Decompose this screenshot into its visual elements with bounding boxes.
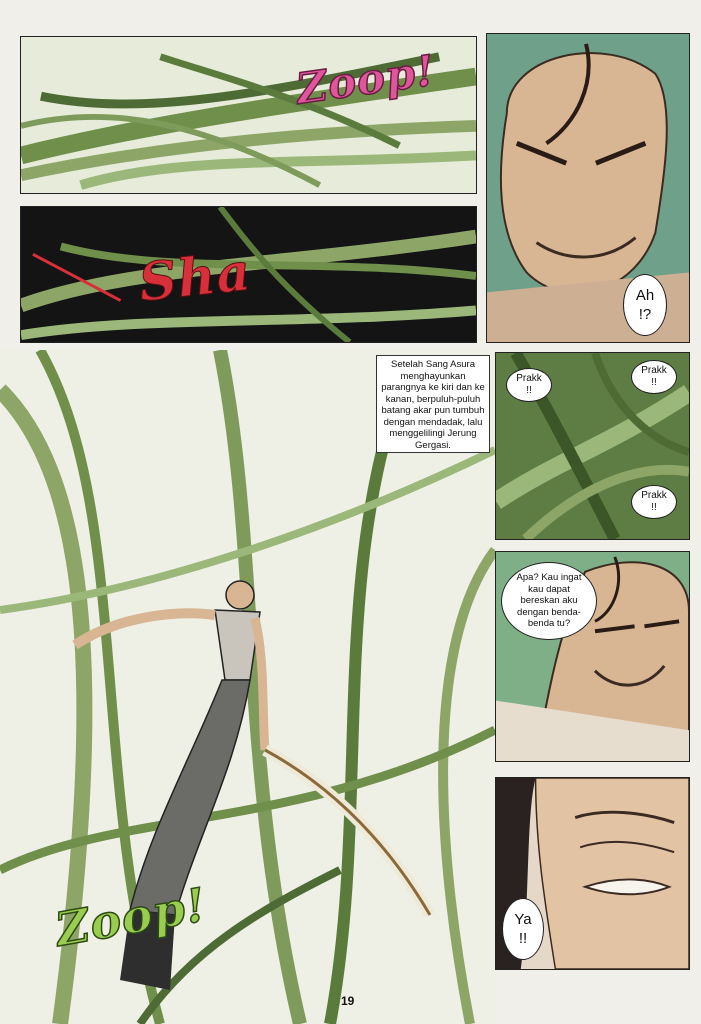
page-number: 19: [341, 994, 355, 1008]
panel-3: [486, 33, 690, 343]
panel-1: [20, 36, 477, 194]
prakk-text-1: Prakk !!: [516, 373, 542, 396]
speech-bubble-ya: [502, 898, 544, 960]
speech-text: Apa? Kau ingat kau dapat bereskan aku dengan benda-benda tu?: [516, 572, 582, 630]
panel-5: [495, 352, 690, 540]
speech-bubble-ah: [623, 274, 667, 336]
speech-bubble-apa: [501, 562, 597, 640]
sfx-prakk-1: [506, 368, 552, 402]
speech-text: Ya !!: [514, 911, 532, 947]
panel-6: [495, 551, 690, 762]
prakk-text-2: Prakk !!: [641, 365, 667, 388]
panel-4: [0, 350, 495, 1024]
sfx-prakk-2: [631, 360, 677, 394]
panel-7: [495, 777, 690, 970]
sfx-prakk-3: [631, 485, 677, 519]
sfx-zoop-top: Zoop!: [293, 45, 439, 114]
sfx-zoop-bottom: Zoop!: [51, 877, 211, 957]
prakk-text-3: Prakk !!: [641, 490, 667, 513]
panel-2: [20, 206, 477, 343]
sfx-sha: Sha: [136, 241, 254, 314]
narration-caption: Setelah Sang Asura menghayunkan parangnya ke kiri dan ke kanan, berpuluh-puluh batang akar pun tumbuh dengan mendadak, lalu menggelilingi Jerung Gergasi.: [376, 355, 490, 453]
speech-text: Ah !?: [635, 287, 655, 323]
